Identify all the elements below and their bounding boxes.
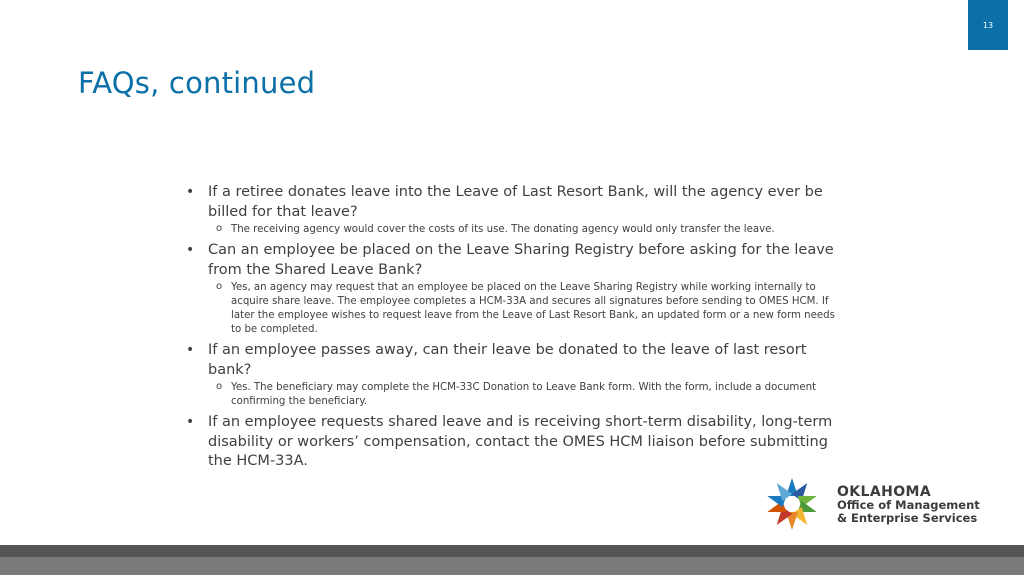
sub-bullet-icon: o bbox=[216, 281, 223, 292]
slide-title: FAQs, continued bbox=[78, 66, 316, 100]
bullet-icon: • bbox=[186, 414, 195, 430]
omes-logo bbox=[758, 477, 1008, 533]
logo-line-oklahoma: OKLAHOMA bbox=[837, 484, 932, 500]
star-logo-icon bbox=[758, 477, 828, 533]
faq-answer-text: Yes, an agency may request that an employee be placed on the Leave Sharing Registry while working internally to acquire share leave. The employee completes a HCM-33A and secures all signatures before sending to OMES HCM. If later the employee wishes to request leave from the Leave of Last Resort Bank, an updated form or a new form needs to be completed. bbox=[231, 282, 835, 335]
faq-answer bbox=[186, 281, 836, 337]
faq-answer-text: The receiving agency would cover the costs of its use. The donating agency would only transfer the leave. bbox=[231, 224, 775, 235]
faq-question bbox=[186, 183, 836, 222]
faq-list bbox=[186, 183, 836, 472]
faq-answer bbox=[186, 223, 836, 237]
bullet-icon: • bbox=[186, 342, 195, 358]
sub-bullet-icon: o bbox=[216, 381, 223, 392]
faq-question-text: If a retiree donates leave into the Leave of Last Resort Bank, will the agency ever be billed for that leave? bbox=[208, 184, 823, 220]
faq-answer-text: Yes. The beneficiary may complete the HCM-33C Donation to Leave Bank form. With the form, include a document confirming the beneficiary. bbox=[231, 382, 817, 407]
footer-bar-light bbox=[0, 557, 1024, 575]
faq-question-text: If an employee passes away, can their leave be donated to the leave of last resort bank? bbox=[208, 342, 807, 378]
page-number: 13 bbox=[968, 0, 1008, 50]
bullet-icon: • bbox=[186, 184, 195, 200]
logo-text bbox=[837, 486, 980, 525]
faq-question-text: Can an employee be placed on the Leave Sharing Registry before asking for the leave from the Shared Leave Bank? bbox=[208, 242, 834, 278]
logo-line-enterprise: & Enterprise Services bbox=[837, 511, 978, 525]
bullet-icon: • bbox=[186, 242, 195, 258]
faq-question-text: If an employee requests shared leave and is receiving short-term disability, long-term disability or workers’ compensation, contact the OMES HCM liaison before submitting the HCM-33A. bbox=[208, 414, 833, 469]
sub-bullet-icon: o bbox=[216, 223, 223, 234]
footer-bar-dark bbox=[0, 545, 1024, 557]
faq-answer bbox=[186, 381, 836, 409]
logo-line-office: Office of Management bbox=[837, 498, 980, 512]
faq-question bbox=[186, 241, 836, 280]
faq-question bbox=[186, 341, 836, 380]
faq-question bbox=[186, 413, 836, 472]
